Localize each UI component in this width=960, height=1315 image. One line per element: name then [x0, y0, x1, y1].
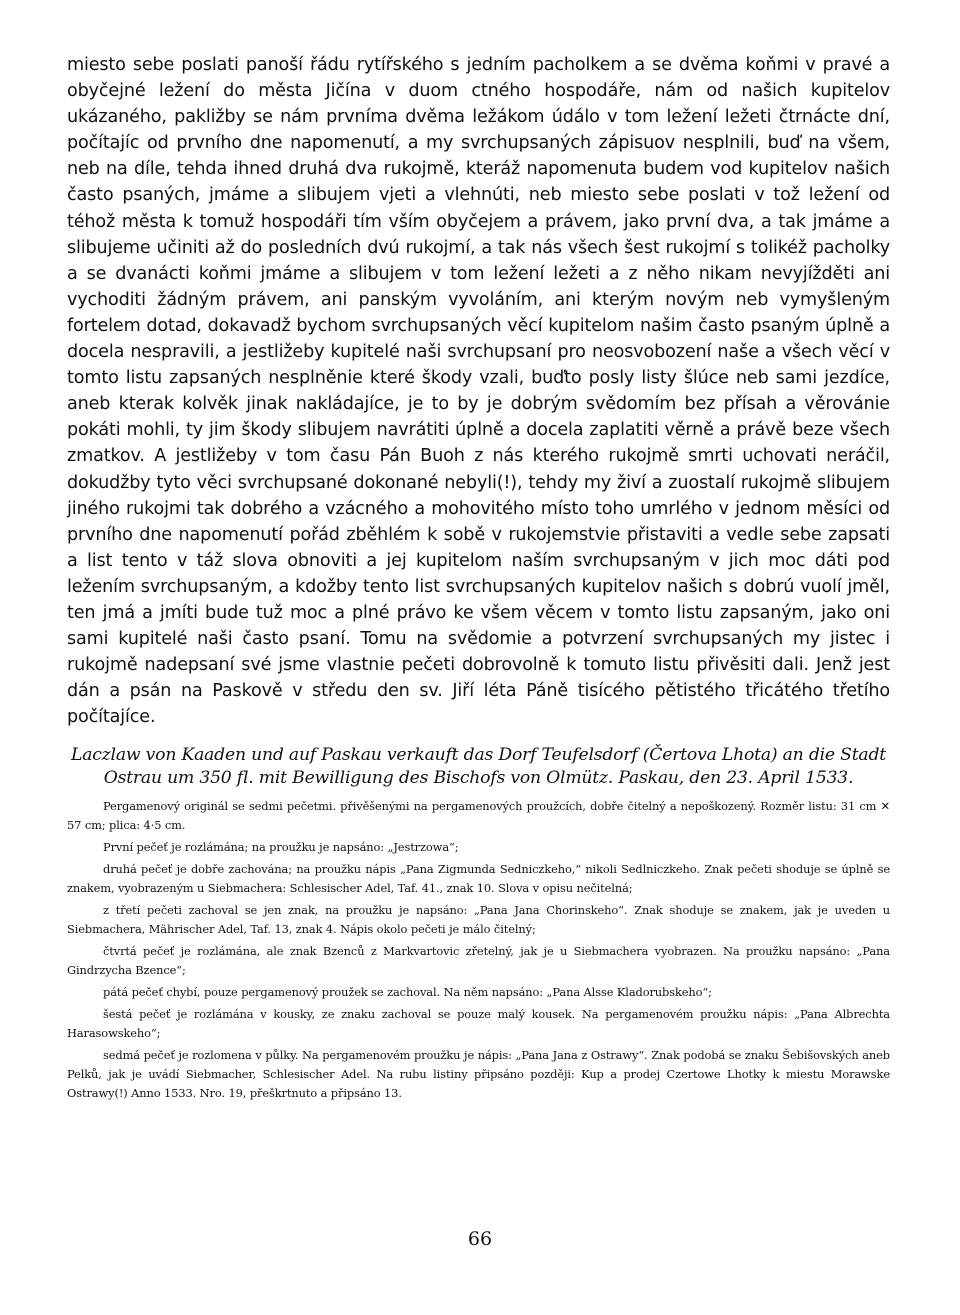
note-seal-3: z třetí pečeti zachoval se jen znak, na proužku je napsáno: „Pana Jana Chorinskeho“. Znak shoduje se znakem, jak je uveden u Siebmachera, Mährischer Adel, Taf. 13, znak 4. Nápis okolo pečeti je málo čitelný;: [67, 903, 890, 937]
note-seal-1: První pečeť je rozlámána; na proužku je napsáno: „Jestrzowa“;: [103, 840, 459, 855]
note-seal-7: sedmá pečeť je rozlomena v půlky. Na pergamenovém proužku je nápis: „Pana Jana z Ostrawy“. Znak podobá se znaku Šebišovských aneb Pelků, jak je uvádí Siebmacher, Schlesischer Adel. Na rubu listiny připsáno později: Kup a prodej Czertowe Lhotky k miestu Morawske Ostrawy(!) Anno 1533. Nro. 19, přeškrtnuto a připsáno 13.: [67, 1048, 890, 1101]
archival-notes: [67, 797, 890, 1103]
note-seal-5: pátá pečeť chybí, pouze pergamenový proužek se zachoval. Na něm napsáno: „Pana Alsse Kladorubskeho“;: [103, 985, 712, 1000]
page-number: 66: [467, 1228, 493, 1250]
charter-paragraph: miesto sebe poslati panoší řádu rytířského s jedním pacholkem a se dvěma koňmi v pravé a obyčejné ležení do města Jičína v duom ctného hospodáře, nám od našich kupitelov ukázaného, pakližby se nám prvníma dvěma ležákom údálo v tom ležení ležeti čtrnácte dní, počítajíc od prvního dne napomenutí, a my svrchupsaných zápisuov nesplnili, buď na všem, neb na díle, tehda ihned druhá dva rukojmě, kteráž napomenuta budem vod kupitelov našich často psaných, jmáme a slibujem vjeti a vlehnúti, neb miesto sebe poslati v tož ležení od téhož města k tomuž hospodáři tím vším obyčejem a právem, jako první dva, a tak jmáme a slibujeme učiniti až do posledních dvú rukojmí, a tak nás všech šest rukojmí s tolikéž pacholky a se dvanácti koňmi jmáme a slibujem v tom ležení ležeti a z něho nikam nevyjížděti ani vychoditi žádným právem, ani panským vyvoláním, ani kterým novým neb vymyšleným fortelem dotad, dokavadž bychom svrchupsaných věcí kupitelom našim často psaným úplně a docela nespravili, a jestližeby kupitelé naši svrchupsaní pro neosvobození naše a všech věcí v tomto listu zapsaných nesplněnie které škody vzali, buďto posly listy šlúce neb sami jezdíce, aneb kterak kolvěk jinak nakládajíce, je to by je dobrým svědomím bez přísah a věrovánie pokáti mohli, ty jim škody slibujem navrátiti úplně a docela zaplatiti věrně a právě beze všech zmatkov. A jestližeby v tom času Pán Buoh z nás kterého rukojmě smrti uchovati neráčil, dokudžby tyto věci svrchupsané dokonané nebyli(!), tehdy my živí a zuostalí rukojmě slibujem jiného rukojmi tak dobrého a vzácného a mohovitého místo toho umrlého v jednom měsíci od prvního dne napomenutí pořád zběhlém k sobě v rukojemstvie přistaviti a vedle sebe zapsati a list tento v táž slova obnoviti a jej kupitelom naším svrchupsaným v jich moc dáti pod ležením svrchupsaným, a kdožby tento list svrchupsaných kupitelov našich s dobrú vuolí jměl, ten jmá a jmíti bude tuž moc a plné právo ke všem věcem v tomto listu zapsaným, jako oni sami kupitelé naši často psaní. Tomu na svědomie a potvrzení svrchupsaných my jistec i rukojmě nadepsaní své jsme vlastnie pečeti dobrovolně k tomuto listu přivěsiti dali. Jenž jest dán a psán na Paskově v středu den sv. Jiří léta Páně tisícého pětistého třicátého třetího počítajíce.: [67, 55, 890, 728]
document-heading: Laczlaw von Kaaden und auf Paskau verkauft das Dorf Teufelsdorf (Čertova Lhota) an die Stadt Ostrau um 350 fl. mit Bewilligung des Bischofs von Olmütz. Paskau, den 23. April 1533.: [71, 745, 886, 788]
charter-text: [67, 52, 890, 730]
note-seal-2: druhá pečeť je dobře zachována; na proužku nápis „Pana Zigmunda Sedniczkeho,“ nikoli Sedlniczkeho. Znak pečeti shoduje se úplně se znakem, vyobrazeným u Siebmachera: Schlesischer Adel, Taf. 41., znak 10. Slova v opisu nečitelná;: [67, 862, 890, 896]
page-content: [67, 52, 890, 1106]
note-seal-6: šestá pečeť je rozlámána v kousky, ze znaku zachoval se pouze malý kousek. Na pergamenovém proužku nápis: „Pana Albrechta Harasowskeho“;: [67, 1007, 890, 1041]
note-description: Pergamenový originál se sedmi pečetmi. přivěšenými na pergamenových proužcích, dobře čitelný a nepoškozený. Rozměr listu: 31 cm ✕ 57 cm; plica: 4·5 cm.: [67, 799, 890, 833]
note-seal-4: čtvrtá pečeť je rozlámána, ale znak Bzenců z Markvartovic zřetelný, jak je u Siebmachera vyobrazen. Na proužku napsáno: „Pana Gindrzycha Bzence“;: [67, 944, 890, 978]
